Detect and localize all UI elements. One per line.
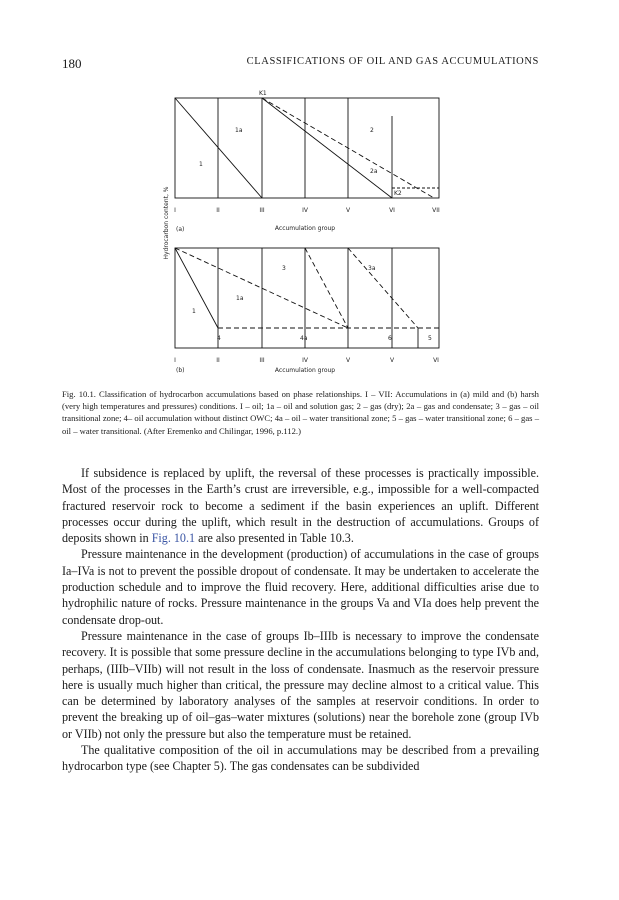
paragraph: Pressure maintenance in the case of groups Ib–IIIb is necessary to improve the condensate recovery. It is possible that some pressure decline in the accumulations belonging to type IVb and, perhaps, (IIIb–VIIb) will not result in the loss of condensate. Inasmuch as the reservoir pressure here is usually much higher than critical, the pressure may decline almost to a critical value. This can be determined by laboratory analyses of the samples at reservoir conditions. In order to prevent the breaking up of oil–gas–water mixtures (solutions) near the borehole zone (group IVb or VIIb) not only the pressure but also the temperature must be retained. <box>62 628 539 741</box>
panel-a-diagonal <box>262 98 392 198</box>
panel-b-label: (b) <box>176 367 185 374</box>
zone-label: 1a <box>235 127 243 134</box>
zone-label: 3a <box>368 265 376 272</box>
figure-10-1 <box>150 88 470 378</box>
zone-label: 3 <box>282 265 286 272</box>
paragraph-text: are also presented in Table 10.3. <box>195 531 354 546</box>
figure-link[interactable]: Fig. 10.1 <box>151 531 196 546</box>
paragraph: Pressure maintenance in the development (production) of accumulations in the case of groups Ia–IVa is not to prevent the possible dropout of condensate. It may be undertaken to accelerate the production schedule and to improve the fluid recovery. Here, additional difficulties arise due to hydrophilic nature of rocks. Pressure maintenance in the groups Va and VIa does help prevent the condensate drop-out. <box>62 547 539 627</box>
marker-k2: K2 <box>394 190 402 197</box>
zone-label: 4 <box>217 335 221 342</box>
x-axis-label: Accumulation group <box>274 367 336 374</box>
panel-b <box>175 248 439 348</box>
zone-label: 6 <box>388 335 392 342</box>
group-numeral: VI <box>433 357 439 364</box>
group-numeral: III <box>259 357 265 364</box>
marker-k1: K1 <box>259 90 267 97</box>
panel-b-dashed-line <box>348 248 418 328</box>
zone-label: 5 <box>428 335 432 342</box>
x-axis-label: Accumulation group <box>274 225 336 232</box>
paragraph-text: If subsidence is replaced by uplift, the reversal of these processes is practically impossible. Most of the processes in the Earth’s crust are irreversible, e.g., impossible for a well-compacted fractured reservoir rock to become a sediment if the basin experiences an uplift. Different processes occur during the uplift, which result in the destruction of accumulations. Groups of deposits shown in <box>62 466 539 546</box>
group-numeral: V <box>389 357 395 364</box>
group-numeral: VII <box>432 207 440 214</box>
group-numeral: V <box>345 207 351 214</box>
zone-label: 4a <box>300 335 308 342</box>
zone-label: 2a <box>370 168 378 175</box>
group-numeral: II <box>216 357 220 364</box>
running-title: CLASSIFICATIONS OF OIL AND GAS ACCUMULATIONS <box>246 56 539 67</box>
panel-a-diagonal <box>175 98 262 198</box>
page-number: 180 <box>62 56 82 71</box>
figure-caption <box>62 388 539 437</box>
panel-b-diagonal <box>175 248 218 328</box>
panel-a-frame <box>175 98 439 198</box>
panel-a <box>175 98 439 198</box>
group-numeral: I <box>174 207 176 214</box>
group-numeral: IV <box>302 207 308 214</box>
caption-label: Fig. 10.1. <box>62 389 96 399</box>
panel-b-dashed-line <box>175 248 348 328</box>
panel-b-dashed-line <box>305 248 348 328</box>
zone-label: 1 <box>192 308 196 315</box>
zone-label: 1a <box>236 295 244 302</box>
group-numeral: III <box>259 207 265 214</box>
phase-diagram <box>150 88 470 378</box>
group-numeral: IV <box>302 357 308 364</box>
group-numeral: VI <box>389 207 395 214</box>
group-numeral: V <box>345 357 351 364</box>
group-numeral: II <box>216 207 220 214</box>
group-numeral: I <box>174 357 176 364</box>
caption-text: Classification of hydrocarbon accumulations based on phase relationships. I – VII: Accumulations in (a) mild and (b) harsh (very high temperatures and pressures) conditions. I – oil; 1a – oil and solution gas; 2 – gas (dry); 2a – gas and condensate; 3 – gas – oil transitional zone; 4– oil accumulation without distinct OWC; 4a – oil – water transitional zone; 5 – gas – water transitional zone; 6 – gas – oil – water transitional. (After Eremenko and Chilingar, 1996, p.112.) <box>62 389 539 436</box>
panel-a-label: (a) <box>176 226 185 233</box>
paragraph: The qualitative composition of the oil in accumulations may be described from a prevailing hydrocarbon type (see Chapter 5). The gas condensates can be subdivided <box>62 743 539 774</box>
body-text <box>62 465 539 775</box>
panel-b-frame <box>175 248 439 348</box>
paragraph <box>62 465 539 546</box>
panel-a-labels <box>174 90 440 233</box>
zone-label: 2 <box>370 127 374 134</box>
zone-label: 1 <box>199 161 203 168</box>
y-axis-label: Hydrocarbon content, % <box>163 186 170 260</box>
